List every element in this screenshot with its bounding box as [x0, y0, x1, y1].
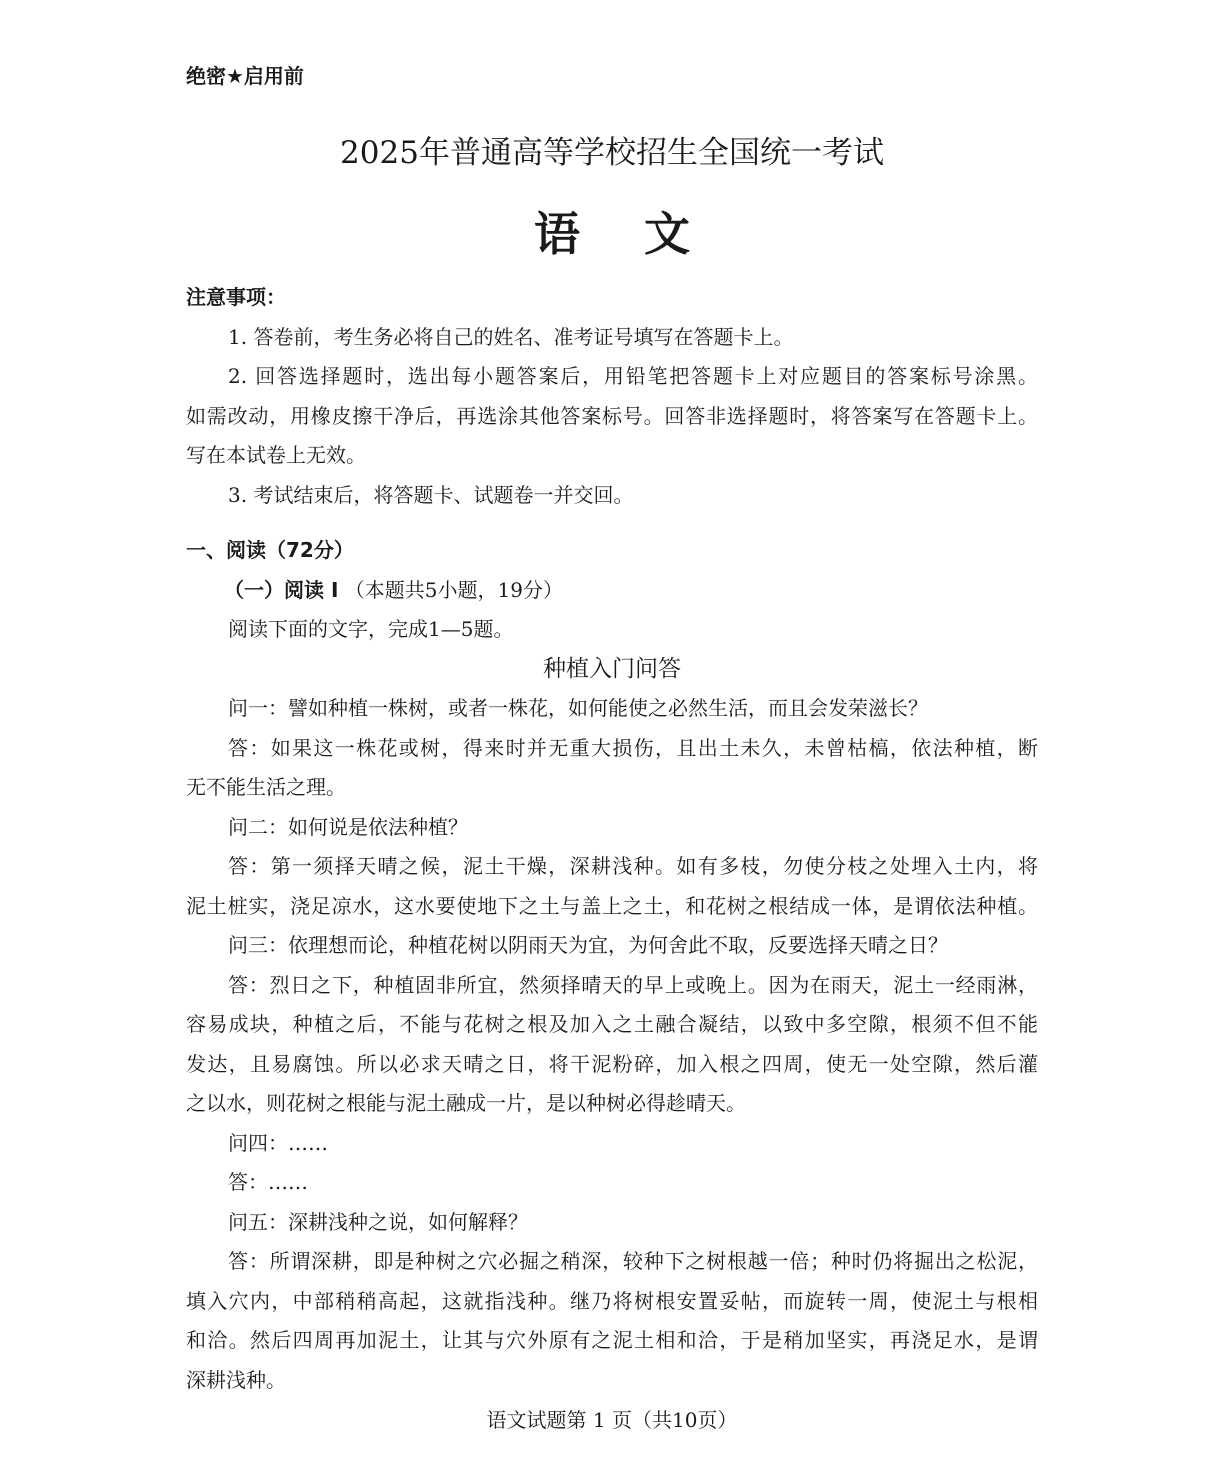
notice-item-3: 3. 考试结束后，将答题卡、试题卷一并交回。: [228, 482, 634, 507]
passage-line: 问三：依理想而论，种植花树以阴雨天为宜，为何舍此不取，反要选择天晴之日？: [228, 933, 948, 957]
passage-line: 填入穴内，中部稍稍高起，这就指浅种。继乃将树根安置妥帖，而旋转一周，使泥土与根相: [186, 1288, 1038, 1313]
subsection-heading: [186, 571, 1038, 611]
passage-line: 之以水，则花树之根能与泥土融成一片，是以种树必得趁晴天。: [186, 1091, 746, 1115]
passage-line: 和洽。然后四周再加泥土，让其与穴外原有之泥土相和洽，于是稍加坚实，再浇足水，是谓: [186, 1328, 1038, 1352]
exam-title: 2025年普通高等学校招生全国统一考试: [340, 135, 884, 171]
passage-title: 种植入门问答: [543, 655, 681, 682]
passage-line: 容易成块，种植之后，不能与花树之根及加入之土融合凝结，以致中多空隙，根须不但不能: [186, 1012, 1038, 1036]
passage-line: 问二：如何说是依法种植？: [228, 814, 468, 839]
subsection-info: （本题共5小题，19分）: [344, 577, 563, 602]
passage-line: 问四：……: [228, 1130, 328, 1155]
passage-line: 答：……: [228, 1170, 308, 1194]
notice-item-1: 1. 答卷前，考生务必将自己的姓名、准考证号填写在答题卡上。: [228, 324, 794, 349]
section-1-heading: 一、阅读（72分）: [186, 538, 354, 562]
passage-line: 无不能生活之理。: [186, 775, 346, 799]
passage-line: 泥土桩实，浇足凉水，这水要使地下之土与盖上之土，和花树之根结成一体，是谓依法种植。: [186, 893, 1038, 918]
notice-item-2-line-2: 如需改动，用橡皮擦干净后，再选涂其他答案标号。回答非选择题时，将答案写在答题卡上。: [186, 403, 1038, 428]
subsection-label: （一）阅读 I: [224, 577, 339, 602]
passage-line: 发达，且易腐蚀。所以必求天晴之日，将干泥粉碎，加入根之四周，使无一处空隙，然后灌: [186, 1051, 1038, 1076]
secret-mark: 绝密★启用前: [186, 64, 304, 88]
notice-item-2-line-1: 2. 回答选择题时，选出每小题答案后，用铅笔把答题卡上对应题目的答案标号涂黑。: [228, 364, 1038, 388]
notice-item-2-line-3: 写在本试卷上无效。: [186, 443, 366, 467]
passage-line: 答：如果这一株花或树，得来时并无重大损伤，且出土未久，未曾枯槁，依法种植，断: [228, 735, 1038, 760]
passage-text: [186, 689, 1038, 1400]
reading-instruction: 阅读下面的文字，完成1—5题。: [228, 617, 514, 641]
passage-line: 问五：深耕浅种之说，如何解释？: [228, 1209, 528, 1234]
notice-heading: 注意事项：: [186, 285, 286, 309]
passage-line: 问一：譬如种植一株树，或者一株花，如何能使之必然生活，而且会发荣滋长？: [228, 696, 928, 720]
section-gap: [186, 515, 1038, 531]
subject-title: 语文: [534, 207, 754, 261]
passage-line: 答：所谓深耕，即是种树之穴必掘之稍深，较种下之树根越一倍；种时仍将掘出之松泥，: [228, 1249, 1038, 1273]
passage-line: 答：烈日之下，种植固非所宜，然须择晴天的早上或晚上。因为在雨天，泥土一经雨淋，: [228, 972, 1038, 997]
passage-line: 深耕浅种。: [186, 1367, 286, 1392]
page-footer: 语文试题第 1 页（共10页）: [486, 1408, 738, 1432]
exam-body: [186, 278, 1038, 1400]
passage-line: 答：第一须择天晴之候，泥土干燥，深耕浅种。如有多枝，勿使分枝之处埋入土内，将: [228, 854, 1038, 878]
